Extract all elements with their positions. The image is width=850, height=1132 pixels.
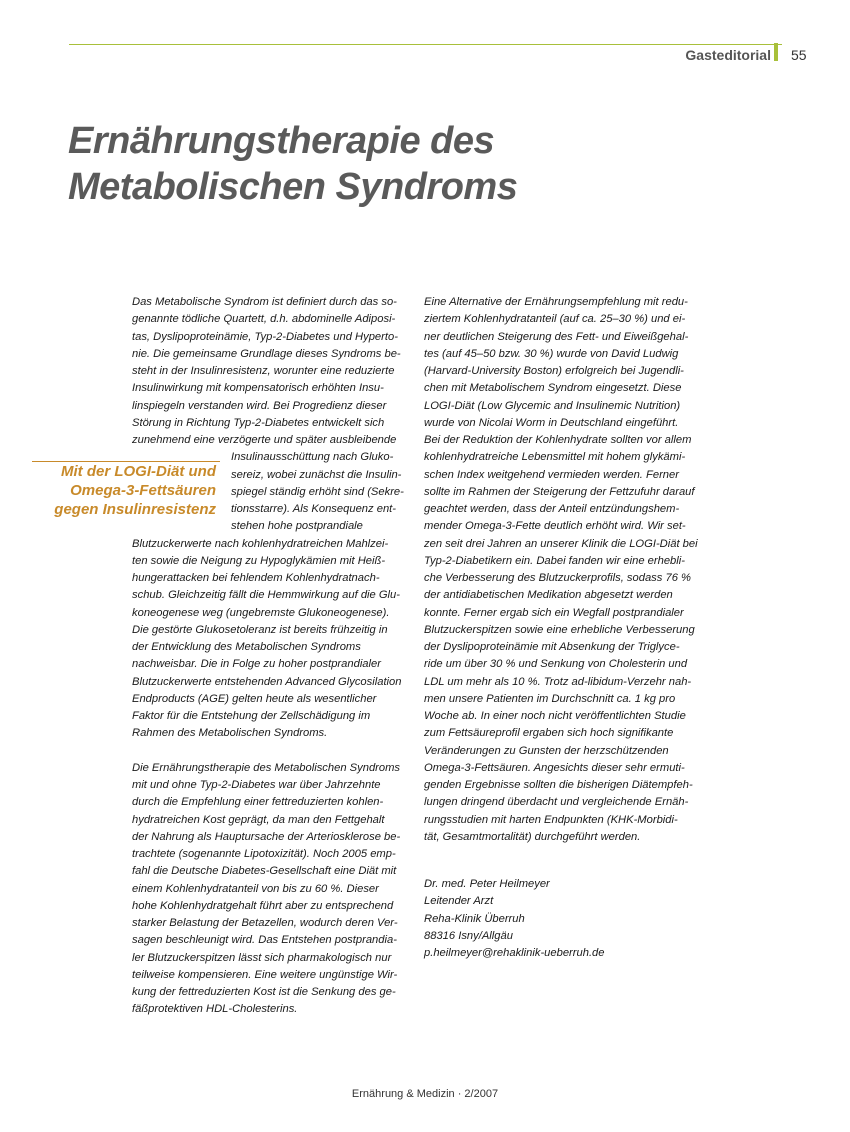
text-line: zen seit drei Jahren an unserer Klinik die LOGI-Diät bei: [424, 537, 698, 550]
text-line: mit und ohne Typ-2-Diabetes war über Jahrzehnte: [132, 779, 381, 791]
text-line: der Entwicklung des Metabolischen Syndroms: [132, 641, 361, 653]
text-line: durch die Empfehlung einer fettreduzierten kohlen-: [132, 796, 384, 809]
column-right: [424, 294, 698, 846]
text-line: Blutzuckerwerte nach kohlenhydratreichen Mahlzei-: [132, 537, 389, 550]
text-line: fäßprotektiven HDL-Cholesterins.: [132, 1003, 298, 1016]
text-line: starker Belastung der Betazellen, wodurch deren Ver-: [132, 917, 398, 929]
text-line: Die Ernährungstherapie des Metabolischen Syndroms: [132, 761, 401, 774]
author-clinic: Reha-Klinik Überruh: [424, 912, 525, 925]
text-line: tes (auf 45–50 bzw. 30 %) wurde von David Ludwig: [424, 347, 679, 360]
text-line: Insulinwirkung mit kompensatorisch erhöhten Insu-: [132, 382, 384, 395]
text-line: Omega-3-Fettsäuren. Angesichts dieser sehr ermuti-: [424, 761, 685, 774]
author-address: 88316 Isny/Allgäu: [424, 929, 513, 942]
text-line: genden Ergebnisse sollten die bisherigen Diätempfeh-: [424, 779, 693, 791]
text-line: men unsere Patienten im Durchschnitt ca. 1 kg pro: [424, 692, 676, 705]
text-line: hohe Kohlenhydratgehalt führt aber zu entsprechend: [132, 899, 394, 912]
author-email: p.heilmeyer@rehaklinik-ueberruh.de: [424, 947, 605, 959]
text-line: ler Blutzuckerspitzen lässt sich pharmakologisch nur: [132, 951, 392, 964]
text-line: kohlenhydratreiche Lebensmittel mit hohem glykämi-: [424, 451, 686, 464]
text-line: kung der fettreduzierten Kost ist die Senkung des ge-: [132, 986, 396, 998]
text-line: ziertem Kohlenhydratanteil (auf ca. 25–30 %) und ei-: [424, 313, 686, 326]
text-line: Eine Alternative der Ernährungsempfehlung mit redu-: [424, 296, 688, 308]
text-line: Das Metabolische Syndrom ist definiert durch das so-: [132, 296, 397, 308]
section-label: Gasteditorial: [685, 47, 771, 63]
text-line: sereiz, wobei zunächst die Insulin-: [231, 468, 402, 481]
article-title: [68, 118, 517, 210]
text-line: genannte tödliche Quartett, d.h. abdominelle Adiposi-: [132, 313, 396, 326]
text-line: steht in der Insulinresistenz, worunter eine reduzierte: [132, 365, 395, 377]
text-line: geachtet werden, dass der Anteil entzündungshem-: [424, 503, 680, 515]
pull-quote-line: Mit der LOGI-Diät und: [61, 463, 216, 480]
text-line: trachtete (sogenannte Lipotoxizität). Noch 2005 emp-: [132, 848, 396, 860]
text-line: LOGI-Diät (Low Glycemic and Insulinemic Nutrition): [424, 399, 681, 412]
text-line: Veränderungen zu Gunsten der herzschützenden: [424, 744, 669, 757]
column-left: [132, 294, 404, 1019]
title-line-1: Ernährungstherapie des: [68, 120, 495, 162]
text-line: sollte im Rahmen der Steigerung der Fettzufuhr darauf: [424, 485, 695, 498]
text-line: hydratreichen Kost geprägt, da man den Fettgehalt: [132, 813, 385, 826]
text-line: rungsstudien mit harten Endpunkten (KHK-Morbidi-: [424, 813, 678, 826]
text-line: Endproducts (AGE) gelten heute als wesentlicher: [132, 692, 377, 705]
text-line: wurde von Nicolai Worm in Deutschland eingeführt.: [424, 416, 679, 429]
text-line: der Dyslipoproteinämie mit Absenkung der Triglyce-: [424, 641, 680, 653]
text-line: ner deutlichen Steigerung des Fett- und Eiweißgehal-: [424, 330, 689, 343]
text-line: der Nahrung als Hauptursache der Arteriosklerose be-: [132, 830, 401, 843]
author-role: Leitender Arzt: [424, 895, 494, 908]
text-line: che Verbesserung des Blutzuckerprofils, sodass 76 %: [424, 572, 691, 584]
paragraph-gap: [132, 743, 404, 760]
text-line: Bei der Reduktion der Kohlenhydrate sollten vor allem: [424, 434, 692, 446]
author-name: Dr. med. Peter Heilmeyer: [424, 878, 550, 890]
text-line: lungen dringend überdacht und vergleichende Ernäh-: [424, 796, 689, 809]
text-line: zunehmend eine verzögerte und später ausbleibende: [132, 434, 397, 446]
text-line: Typ-2-Diabetikern ein. Dabei fanden wir eine erhebli-: [424, 554, 685, 567]
text-line: tas, Dyslipoproteinämie, Typ-2-Diabetes und Hyperto-: [132, 330, 398, 343]
text-line: tionsstarre). Als Konsequenz ent-: [231, 503, 396, 515]
text-line: der antidiabetischen Medikation abgesetzt werden: [424, 589, 673, 602]
text-line: spiegel ständig erhöht sind (Sekre-: [231, 485, 404, 498]
text-line: Blutzuckerspitzen sowie eine erhebliche Verbesserung: [424, 623, 695, 636]
text-line: hungerattacken bei fehlendem Kohlenhydratnach-: [132, 572, 380, 584]
text-line: (Harvard-University Boston) erfolgreich bei Jugendli-: [424, 365, 684, 377]
pull-quote-line: Omega-3-Fettsäuren: [70, 482, 216, 499]
text-line: einem Kohlenhydratanteil von bis zu 60 %. Dieser: [132, 882, 379, 895]
text-line: Woche ab. In einer noch nicht veröffentlichten Studie: [424, 710, 686, 722]
text-line: nachweisbar. Die in Folge zu hoher postprandialer: [132, 658, 381, 671]
text-line: zum Fettsäureprofil ergaben sich hoch signifikante: [424, 727, 674, 740]
text-line: Störung in Richtung Typ-2-Diabetes entwickelt sich: [132, 416, 385, 429]
text-line: fahl die Deutsche Diabetes-Gesellschaft eine Diät mit: [132, 865, 397, 878]
text-line: Die gestörte Glukosetoleranz ist bereits frühzeitig in: [132, 623, 388, 636]
text-line: konnte. Ferner ergab sich ein Wegfall postprandialer: [424, 606, 684, 619]
text-line: LDL um mehr als 10 %. Trotz ad-libidum-Verzehr nah-: [424, 675, 692, 688]
header-accent-bar: [774, 43, 778, 61]
text-line: linspiegeln verstanden wird. Bei Progredienz dieser: [132, 399, 387, 412]
text-line: mender Omega-3-Fette deutlich erhöht wird. Wir set-: [424, 520, 686, 533]
text-line: schub. Gleichzeitig fällt die Hemmwirkung auf die Glu-: [132, 589, 400, 602]
text-line: stehen hohe postprandiale: [231, 520, 363, 533]
text-line: koneogenese weg (ungebremste Glukoneogenese).: [132, 606, 390, 619]
text-line: Rahmen des Metabolischen Syndroms.: [132, 727, 328, 740]
text-line: sagen beschleunigt wird. Das Entstehen postprandia-: [132, 934, 397, 947]
text-line: teilweise kompensieren. Eine weitere ungünstige Wir-: [132, 968, 398, 981]
text-line: Blutzuckerwerte entstehenden Advanced Glycosilation: [132, 675, 402, 688]
text-line: tät, Gesamtmortalität) durchgeführt werden.: [424, 830, 641, 843]
header-rule: [69, 44, 782, 45]
text-line: Faktor für die Entstehung der Zellschädigung im: [132, 710, 371, 722]
text-line: schen Index weitgehend vermieden werden. Ferner: [424, 468, 679, 481]
text-line: Insulinausschüttung nach Gluko-: [231, 451, 394, 464]
text-line: ride um über 30 % und Senkung von Cholesterin und: [424, 658, 688, 671]
text-line: ten sowie die Neigung zu Hypoglykämien mit Heiß-: [132, 554, 386, 567]
author-signature: [424, 876, 605, 962]
page-number: 55: [791, 47, 807, 63]
pull-quote-line: gegen Insulinresistenz: [54, 501, 216, 518]
text-line: chen mit Metabolischem Syndrom eingesetzt. Diese: [424, 382, 682, 395]
text-line: nie. Die gemeinsame Grundlage dieses Syndroms be-: [132, 347, 401, 360]
page-footer: Ernährung & Medizin · 2/2007: [351, 1088, 499, 1100]
title-line-2: Metabolischen Syndroms: [68, 166, 518, 208]
